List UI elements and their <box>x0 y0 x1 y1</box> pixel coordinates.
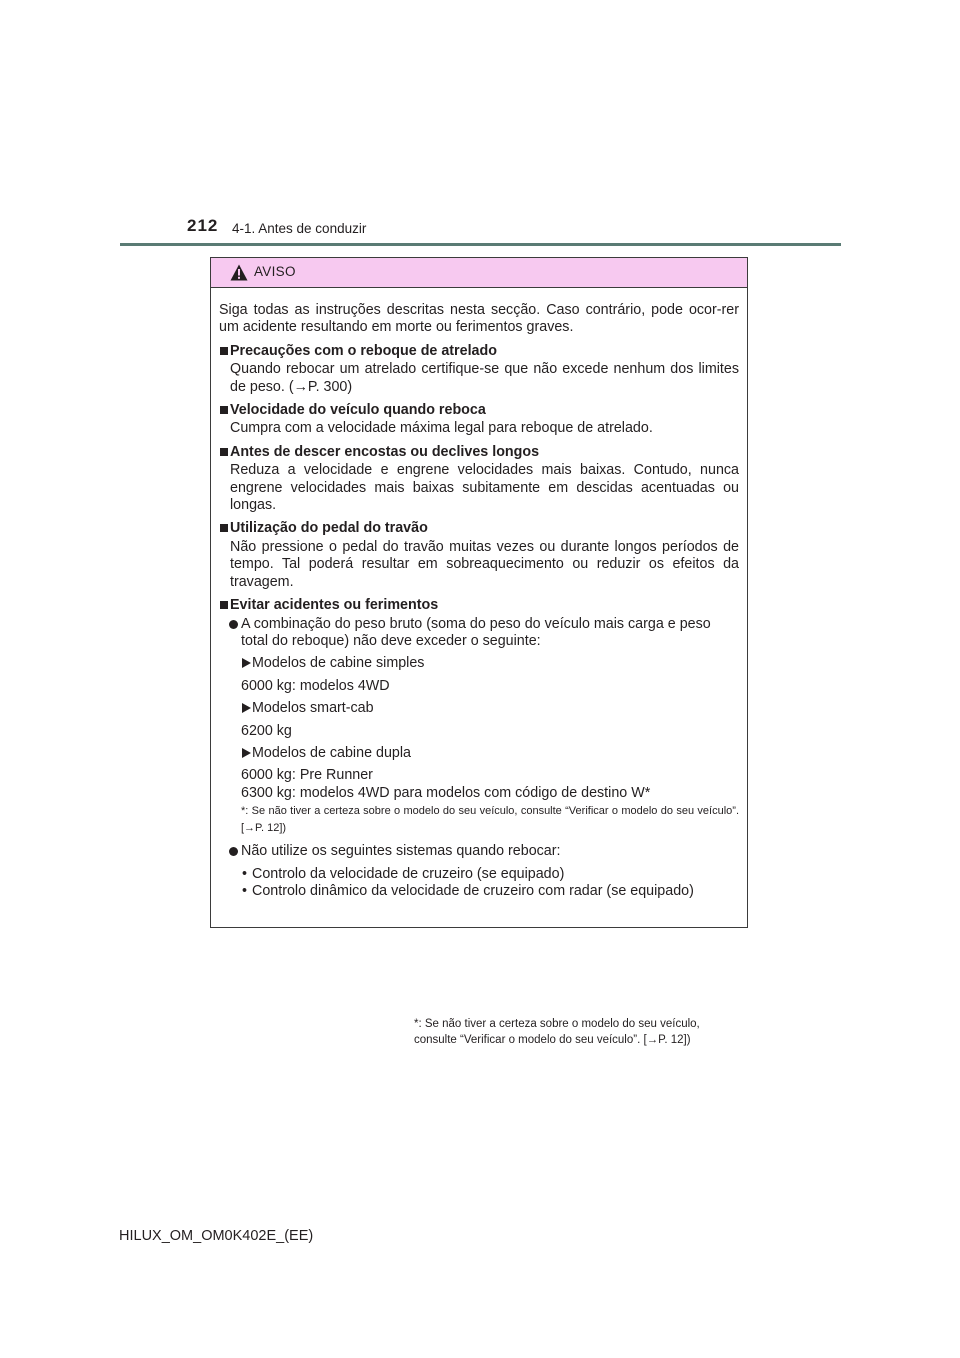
item-text: Reduza a velocidade e engrene velocidades mais baixas. Contudo, nunca engrene velocidades mais baixas subitamente em descidas acentuadas ou longas. <box>230 462 739 514</box>
item-text: Quando rebocar um atrelado certifique-se que não excede nenhum dos limites de peso. (→P. 300) <box>230 361 739 395</box>
item-heading <box>219 520 739 537</box>
page-header <box>0 0 960 250</box>
triangle-bullet-icon <box>242 703 251 713</box>
document-code: HILUX_OM_OM0K402E_(EE) <box>119 1228 314 1244</box>
item-heading-text: Evitar acidentes ou ferimentos <box>230 597 439 614</box>
page-number: 212 <box>187 216 219 235</box>
footnote-line: *: Se não tiver a certeza sobre o modelo do seu veículo, <box>414 1018 700 1030</box>
systems-intro: Não utilize os seguintes sistemas quando rebocar: <box>219 843 739 860</box>
weight-limit-intro: A combinação do peso bruto (soma do peso do veículo mais carga e peso total do reboque) não deve exceder o seguinte: <box>219 616 739 651</box>
model-label: Modelos de cabine dupla <box>219 745 739 762</box>
warning-header <box>211 258 747 288</box>
circle-bullet-icon <box>229 847 238 856</box>
dot-bullet: • <box>242 882 248 899</box>
circle-bullet-icon <box>229 620 238 629</box>
warning-intro: Siga todas as instruções descritas nesta secção. Caso contrário, pode ocor-rer um acidente resultando em morte ou ferimentos graves. <box>219 302 739 336</box>
model-weight: 6000 kg: Pre Runner <box>241 767 373 784</box>
item-heading <box>219 597 739 614</box>
triangle-bullet-icon <box>242 658 251 668</box>
square-bullet-icon <box>220 524 228 532</box>
model-weight: 6300 kg: modelos 4WD para modelos com código de destino W* <box>241 784 651 801</box>
square-bullet-icon <box>220 406 228 414</box>
section-title: 4-1. Antes de conduzir <box>232 221 367 236</box>
model-weight: 6200 kg <box>241 722 292 739</box>
item-text: Cumpra com a velocidade máxima legal para reboque de atrelado. <box>230 420 653 437</box>
model-note: *: Se não tiver a certeza sobre o modelo do seu veículo, consulte “Verificar o modelo do seu veículo”. [→P. 12]) <box>241 805 739 835</box>
footnote <box>414 1016 750 1048</box>
warning-title: AVISO <box>254 264 296 279</box>
dot-bullet: • <box>242 865 248 882</box>
system-item: • Controlo dinâmico da velocidade de cruzeiro com radar (se equipado) <box>242 882 694 899</box>
model-label: Modelos de cabine simples <box>219 655 739 672</box>
square-bullet-icon <box>220 448 228 456</box>
warning-body <box>211 288 747 900</box>
model-weight: 6000 kg: modelos 4WD <box>241 677 390 694</box>
triangle-bullet-icon <box>242 748 251 758</box>
header-rule <box>120 243 841 246</box>
model-label: Modelos smart-cab <box>219 700 739 717</box>
system-item: • Controlo da velocidade de cruzeiro (se equipado) <box>242 865 565 882</box>
item-text: Não pressione o pedal do travão muitas vezes ou durante longos períodos de tempo. Tal poderá resultar em sobreaquecimento ou reduzir os efeitos da travagem. <box>230 538 739 590</box>
item-heading-text: Utilização do pedal do travão <box>230 520 428 537</box>
item-heading <box>219 444 739 461</box>
square-bullet-icon <box>220 347 228 355</box>
item-heading-text: Precauções com o reboque de atrelado <box>230 342 497 359</box>
warning-triangle-icon <box>230 264 248 281</box>
warning-box <box>210 257 748 928</box>
item-heading <box>219 402 739 419</box>
item-heading <box>219 343 739 360</box>
footnote-line: consulte “Verificar o modelo do seu veículo”. [→P. 12]) <box>414 1034 691 1046</box>
item-heading-text: Velocidade do veículo quando reboca <box>230 402 486 419</box>
item-heading-text: Antes de descer encostas ou declives longos <box>230 443 540 460</box>
square-bullet-icon <box>220 601 228 609</box>
